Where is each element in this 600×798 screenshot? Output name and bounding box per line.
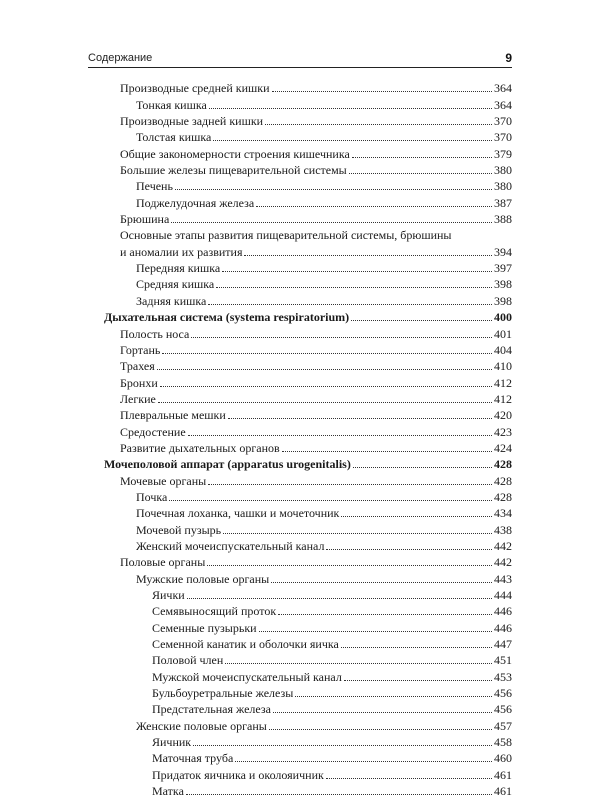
toc-entry (104, 373, 512, 389)
dot-leader (344, 677, 492, 681)
dot-leader (326, 775, 492, 779)
toc-entry (104, 618, 512, 634)
toc-entry (104, 341, 512, 357)
toc-entry-page: 443 (494, 571, 512, 586)
toc-entry-page: 379 (494, 146, 512, 161)
running-header (88, 48, 512, 70)
dot-leader (225, 660, 492, 664)
toc-entry-title: Почка (136, 489, 168, 504)
dot-leader (188, 432, 492, 436)
dot-leader (228, 415, 492, 419)
toc-entry-title: и аномалии их развития (120, 244, 243, 259)
toc-entry (104, 651, 512, 667)
dot-leader (157, 366, 492, 370)
toc-entry-title: Половой член (152, 653, 224, 668)
dot-leader (216, 284, 492, 288)
toc-entry-title: Поджелудочная железа (136, 195, 255, 210)
dot-leader (295, 693, 492, 697)
dot-leader (235, 758, 492, 762)
toc-entry (104, 471, 512, 487)
toc-entry-page: 428 (494, 457, 512, 472)
toc-entry (104, 128, 512, 144)
toc-entry-page: 444 (494, 588, 512, 602)
toc-entry-title: Бульбоуретральные железы (152, 686, 294, 701)
toc-entry-page: 423 (494, 424, 512, 439)
toc-entry-title: Передняя кишка (136, 261, 221, 276)
toc-entry (104, 684, 512, 700)
toc-entry-page: 394 (494, 244, 512, 259)
toc-entry (104, 242, 512, 258)
dot-leader (223, 530, 492, 534)
toc-entry-title: Женский мочеиспускательный канал (136, 538, 325, 553)
dot-leader (282, 448, 492, 452)
toc-entry-page: 370 (494, 130, 512, 145)
toc-entry-page: 456 (494, 686, 512, 701)
toc-entry-title: Семенные пузырьки (152, 620, 257, 635)
toc-entry-title: Толстая кишка (136, 130, 212, 145)
toc-entry-title: Легкие (120, 391, 156, 406)
toc-entry-title: Задняя кишка (136, 293, 207, 308)
toc-entry-title: Половые органы (120, 555, 206, 570)
toc-entry-title: Бронхи (120, 375, 158, 390)
toc-entry-title: Средняя кишка (136, 277, 215, 292)
dot-leader (244, 252, 492, 256)
toc-entry-page: 461 (494, 784, 512, 798)
toc-entry-page: 447 (494, 637, 512, 652)
toc-entry-page: 397 (494, 261, 512, 276)
toc-entry-title: Мочевой пузырь (136, 522, 222, 537)
toc-entry-page: 410 (494, 359, 512, 374)
toc-entry-title: Яички (152, 588, 185, 602)
toc-entry-title: Матка (152, 784, 184, 798)
toc-entry (104, 635, 512, 651)
toc-entry-page: 387 (494, 195, 512, 210)
dot-leader (272, 88, 493, 92)
dot-leader (265, 121, 492, 125)
toc-entry (104, 422, 512, 438)
toc-entry-page: 404 (494, 342, 512, 357)
toc-entry-title: Яичник (152, 735, 192, 750)
toc-entry (104, 586, 512, 602)
toc-entry (104, 520, 512, 536)
toc-entry-page: 398 (494, 293, 512, 308)
toc-entry-title: Брюшина (120, 212, 170, 227)
dot-leader (162, 350, 492, 354)
toc-entry (104, 161, 512, 177)
toc-entry (104, 291, 512, 307)
dot-leader (269, 726, 492, 730)
dot-leader (341, 644, 492, 648)
dot-leader (158, 399, 492, 403)
dot-leader (175, 186, 492, 190)
dot-leader (208, 481, 492, 485)
dot-leader (208, 301, 492, 305)
dot-leader (349, 170, 492, 174)
toc-entry (104, 569, 512, 585)
toc-entry (104, 259, 512, 275)
dot-leader (271, 579, 492, 583)
toc-entry-title: Мочевые органы (120, 473, 207, 488)
dot-leader (341, 513, 492, 517)
toc-entry-title: Мужские половые органы (136, 571, 270, 586)
toc-entry-title: Семенной канатик и оболочки яичка (152, 637, 339, 652)
dot-leader (207, 562, 492, 566)
dot-leader (191, 334, 492, 338)
toc-entry-page: 424 (494, 440, 512, 455)
dot-leader (213, 137, 492, 141)
dot-leader (193, 742, 492, 746)
toc-entry (104, 488, 512, 504)
toc-entry (104, 749, 512, 765)
toc-entry-title: Большие железы пищеварительной системы (120, 163, 347, 178)
dot-leader (209, 105, 492, 109)
toc-entry-title: Средостение (120, 424, 186, 439)
toc-entry-title: Печень (136, 179, 173, 194)
dot-leader (222, 268, 492, 272)
toc-entry (104, 782, 512, 798)
toc-entry-title: Полость носа (120, 326, 190, 341)
toc-entry-page: 458 (494, 735, 512, 750)
toc-entry-page: 388 (494, 212, 512, 227)
toc-entry (104, 537, 512, 553)
toc-entry-page: 400 (494, 310, 512, 325)
toc-entry-page: 370 (494, 114, 512, 129)
dot-leader (160, 383, 492, 387)
toc-entry-page: 451 (494, 653, 512, 668)
toc-entry-page: 364 (494, 81, 512, 96)
toc-entry-page: 412 (494, 391, 512, 406)
toc-entry-page: 442 (494, 538, 512, 553)
toc-entry-page: 398 (494, 277, 512, 292)
toc-entry-title: Предстательная железа (152, 702, 271, 717)
toc-entry-title: Основные этапы развития пищеварительной системы, брюшины (120, 228, 452, 243)
toc-entry-page: 428 (494, 473, 512, 488)
toc-entry-page: 380 (494, 163, 512, 178)
toc-entry-title: Семявыносящий проток (152, 604, 277, 619)
toc-entry-title: Женские половые органы (136, 718, 267, 733)
dot-leader (353, 464, 492, 468)
toc-entry (104, 667, 512, 683)
dot-leader (326, 546, 492, 550)
toc-entry-title: Придаток яичника и околояичник (152, 767, 324, 782)
toc-entry (104, 210, 512, 226)
toc-entry-page: 461 (494, 767, 512, 782)
toc-entry-title: Производные средней кишки (120, 81, 270, 96)
toc-entry-title: Гортань (120, 342, 161, 357)
dot-leader (169, 497, 492, 501)
toc-entry (104, 602, 512, 618)
toc-entry-page: 380 (494, 179, 512, 194)
dot-leader (256, 203, 492, 207)
toc-entry-title: Производные задней кишки (120, 114, 264, 129)
dot-leader (278, 611, 492, 615)
toc-entry-page: 460 (494, 751, 512, 766)
toc-entry (104, 308, 512, 324)
toc-entry (104, 700, 512, 716)
toc-entry (104, 112, 512, 128)
toc-entry (104, 406, 512, 422)
dot-leader (186, 791, 492, 795)
toc-entry-page: 438 (494, 522, 512, 537)
toc-entry-title: Почечная лоханка, чашки и мочеточник (136, 506, 340, 521)
toc-entry (104, 716, 512, 732)
toc-entry (104, 275, 512, 291)
toc-entry (104, 193, 512, 209)
toc-entry (104, 390, 512, 406)
running-header-title: Содержание (88, 52, 153, 64)
toc-entry-page: 446 (494, 604, 512, 619)
toc-entry-page: 412 (494, 375, 512, 390)
dot-leader (171, 219, 492, 223)
toc-entry (104, 177, 512, 193)
toc-entry-page: 434 (494, 506, 512, 521)
toc-entry (104, 357, 512, 373)
toc-entry (104, 79, 512, 95)
toc-entry-page: 420 (494, 408, 512, 423)
toc-entry (104, 553, 512, 569)
toc-entry (104, 455, 512, 471)
toc-entry (104, 733, 512, 749)
toc-entry-page: 457 (494, 718, 512, 733)
toc-entry (104, 144, 512, 160)
toc-entry-page: 456 (494, 702, 512, 717)
page-number: 9 (505, 51, 512, 65)
toc-entry (104, 95, 512, 111)
toc-entry (104, 324, 512, 340)
toc-entry (104, 439, 512, 455)
toc-entry (104, 765, 512, 781)
toc-entry (104, 504, 512, 520)
header-rule (88, 67, 512, 68)
toc-entry-title: Маточная труба (152, 751, 234, 766)
toc-entry-page: 401 (494, 326, 512, 341)
dot-leader (187, 595, 492, 599)
dot-leader (273, 709, 492, 713)
toc-entry-title: Мочеполовой аппарат (apparatus urogenitalis) (104, 457, 351, 472)
table-of-contents (104, 79, 512, 798)
toc-entry-page: 446 (494, 620, 512, 635)
dot-leader (351, 317, 492, 321)
toc-entry (104, 226, 512, 242)
dot-leader (352, 154, 492, 158)
toc-entry-title: Дыхательная система (systema respiratorium) (104, 310, 350, 325)
toc-entry-title: Общие закономерности строения кишечника (120, 146, 350, 161)
toc-entry-title: Плевральные мешки (120, 408, 226, 423)
toc-entry-title: Трахея (120, 359, 155, 374)
toc-entry-title: Тонкая кишка (136, 97, 207, 112)
toc-entry-page: 453 (494, 669, 512, 684)
toc-entry-page: 442 (494, 555, 512, 570)
toc-entry-title: Мужской мочеиспускательный канал (152, 669, 342, 684)
toc-entry-title: Развитие дыхательных органов (120, 440, 280, 455)
toc-entry-page: 428 (494, 489, 512, 504)
dot-leader (259, 628, 492, 632)
toc-entry-page: 364 (494, 97, 512, 112)
